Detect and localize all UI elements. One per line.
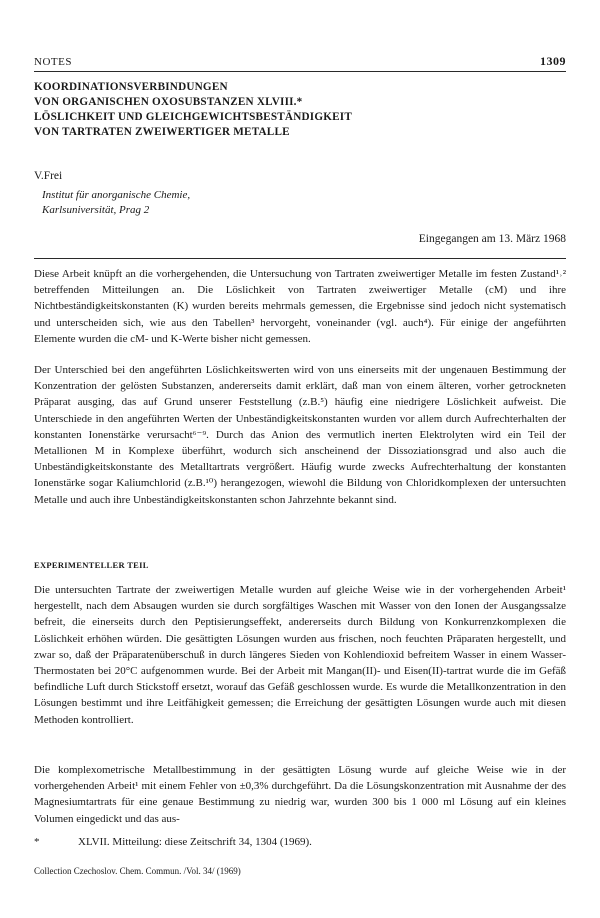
author-institution (42, 188, 190, 218)
institution-line-2: Karlsuniversität, Prag 2 (42, 204, 150, 216)
intro-paragraph-1 (34, 266, 566, 347)
title-block-rule (34, 258, 566, 259)
paragraph-text: Die komplexometrische Metallbestimmung in der gesättigten Lösung wurde auf gleiche Weise wie in der vorhergehenden Arbeit¹ mit einem Fehler von ±0,3% durchgeführt. Da die Lösungskonzentration mit Ausnahme der des Magnesiumtartrats für eine genaue Bestimmung zu niedrig war, wurden 300 bis 1 000 ml Lösung auf ein kleines Volumen eingedickt und das aus- (34, 764, 566, 825)
experimental-paragraph-1 (34, 582, 566, 728)
title-line-4: VON TARTRATEN ZWEIWERTIGER METALLE (34, 126, 290, 138)
experimental-paragraph-2 (34, 762, 566, 827)
intro-paragraph-2 (34, 362, 566, 508)
article-title (34, 80, 566, 140)
footnote-mark: * (34, 836, 40, 848)
paragraph-text: Diese Arbeit knüpft an die vorhergehenden, die Untersuchung von Tartraten zweiwertiger Metalle im festen Zustand¹˒² betreffenden Mitteilungen an. Die Löslichkeit von Tartraten zweiwertiger Metalle (cM) und ihre Nichtbeständigkeitskonstanten (K) wurden bereits mehrmals gemessen, die Ergebnisse sind jedoch nicht systematisch und unterscheiden sich, wie aus den Tabellen³ hervorgeht, voneinander (vgl. auch⁴). Für einige der angeführten Elemente wurden die cM- und K-Werte bisher nicht gemessen. (34, 268, 566, 345)
author-name: V.Frei (34, 170, 63, 182)
running-header-section: NOTES (34, 56, 72, 68)
footnote (34, 836, 566, 848)
received-date: Eingegangen am 13. März 1968 (418, 233, 566, 245)
title-line-2: VON ORGANISCHEN OXOSUBSTANZEN XLVIII.* (34, 96, 303, 108)
institution-line-1: Institut für anorganische Chemie, (42, 189, 191, 201)
header-rule (34, 71, 566, 72)
paragraph-text: Die untersuchten Tartrate der zweiwertigen Metalle wurden auf gleiche Weise wie in der vorhergehenden Arbeit¹ hergestellt, nach dem Absaugen wurden sie durch sorgfältiges Waschen mit Wasser von den Ionen der Ausgangssalze befreit, die einerseits durch den Peptisierungseffekt, andererseits durch Bildung von Konkurrenzkomplexen die Löslichkeit erhöhen würden. Die gesättigten Lösungen wurden aus frischen, noch feuchten Präparaten hergestellt, und zwar so, daß der Präparatenüberschuß in durch längeres Sieden von Kohlendioxid befreitem Wasser in einem Wasser-Thermostaten bei 20°C aufgenommen wurde. Bei der Arbeit mit Mangan(II)- und Eisen(II)-tartrat wurde die im Gefäß befindliche Luft durch Stickstoff ersetzt, worauf das Gefäß geschlossen wurde. Es wurde die Metallkonzentration in den Lösungen bestimmt und ihre Leitfähigkeit gemessen; die Erreichung der gesättigten Lösungen wurde auch mit diesen Methoden kontrolliert. (34, 584, 566, 726)
title-line-1: KOORDINATIONSVERBINDUNGEN (34, 81, 228, 93)
page-number: 1309 (540, 54, 566, 68)
footnote-text: XLVII. Mitteilung: diese Zeitschrift 34, 1304 (1969). (78, 836, 312, 848)
section-heading: EXPERIMENTELLER TEIL (34, 560, 149, 570)
paragraph-text: Der Unterschied bei den angeführten Löslichkeitswerten wird von uns einerseits mit der ungenauen Bestimmung der Konzentration der gelösten Substanzen, andererseits damit erklärt, daß man von einem älteren, vorher getrockneten Präparat ausging, das auf Grund unserer Feststellung (z.B.⁵) häufig eine niedrigere Löslichkeit aufweist. Die Unterschiede in den angeführten Werten der Unbeständigkeitskonstanten wurden vor allem durch Aufrechterhalten der konstanten Ionenstärke verursacht⁶⁻⁹. Durch das Anion des vermutlich inerten Elektrolyten wird ein Teil der Metallionen M in Komplexe überführt, wodurch sich anscheinend der Dissoziationsgrad und also auch die Unbeständigkeitskonstante des Metalltartrats vergrößert. Häufig wurde zwecks Aufrechterhaltung der konstanten Ionenstärke sogar Kaliumchlorid (z.B.¹⁰) herangezogen, wiewohl die Bildung von Chloridkomplexen der untersuchten Metalle und auch ihre Unbeständigkeitskonstanten schon Jahrzehnte bekannt sind. (34, 364, 566, 506)
title-line-3: LÖSLICHKEIT UND GLEICHGEWICHTSBESTÄNDIGKEIT (34, 111, 353, 123)
journal-footer: Collection Czechoslov. Chem. Commun. /Vol. 34/ (1969) (34, 866, 241, 876)
